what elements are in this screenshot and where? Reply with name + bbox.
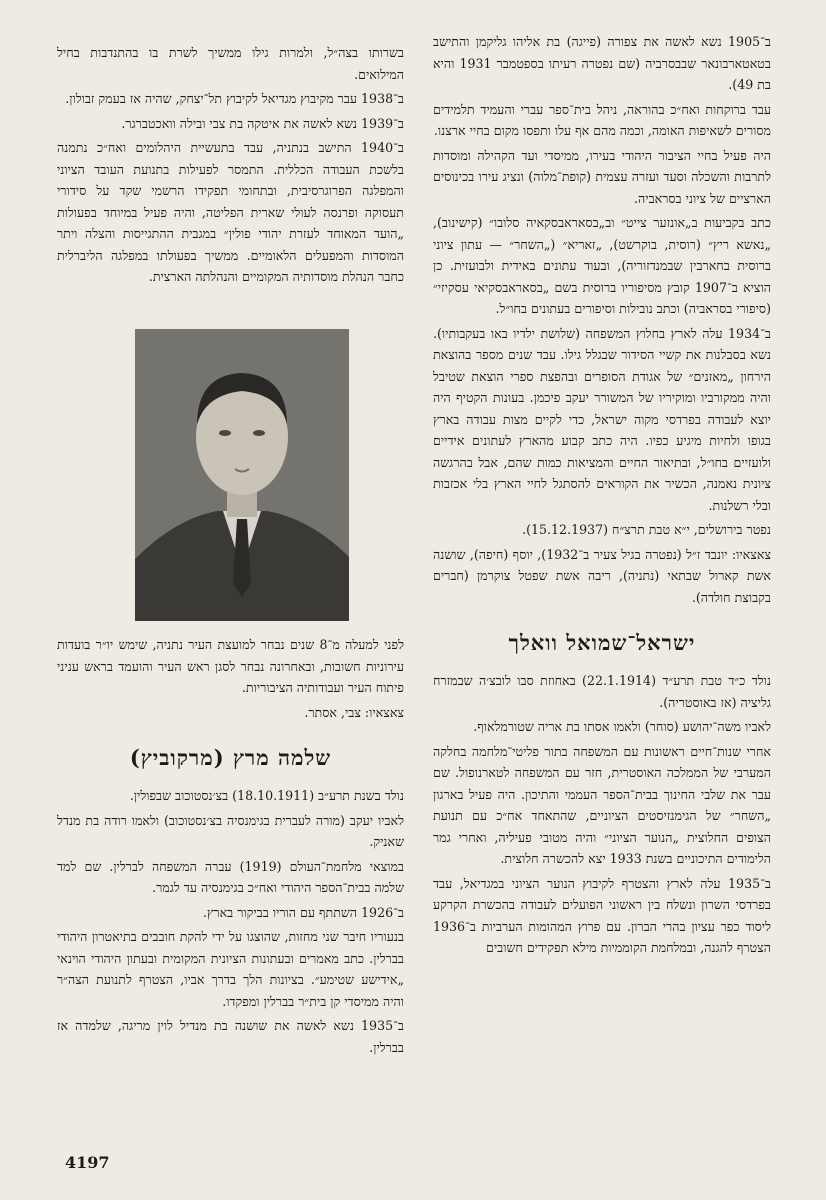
paragraph: במוצאי מלחמת־העולם (1919) עברה המשפחה לברלין. שם למד שלמה בבית־הספר היהודי ואח״כ בגימנסיה עד לגמר. bbox=[57, 858, 404, 895]
left-column-bottom bbox=[57, 634, 404, 1061]
paragraph: לאביו משה־יהושע (סוחר) ולאמו אסתו בת אריה שטורמלאוף. bbox=[473, 719, 771, 734]
paragraph: לפני למעלה מ־8 שנים נבחר למועצת העיר נתניה, שימש יו״ר בועדות עירוניות חשובות, ובאחרונה נבחר לסגן ראש העיר והועמד בראש עניני פיתוח העיר ועבודותיה הציבוריות. bbox=[57, 637, 404, 695]
paragraph: ב־1934 עלה לארץ בחלוץ המשפחה (שלושת ילדיו באו בעקבותיו). נשא בסבלנות את קשיי הסידור שבגלל גילו. עבד שנים מספר בהוצאת הירחון „מאזנים״ של אגודת הסופרים ובהפצת ספרי הוצאת שטיבל והיה ממקורביו ומוקיריו של המשורר יעקב פיכמן. בעונות הקטיף היה יוצא לעבודה בפרדסי מקוה ישראל, כדי לקיים מצות עבודה בארץ בגופו ולחיות מיגיע כפיו. היה כתב קבוע מהארץ לעתונים אידיים ולועזיים בחו״ל, ובתיאור החיים והמציאות כמות שהם, אבל בהרגשה ציונית נאמנה, הכשיר את הקוראים להסתגל לחיי הארץ בלי אכזבות ובלי רשלנות. bbox=[433, 325, 771, 513]
entry-heading: ישראל־שמואל וואלך bbox=[508, 630, 696, 655]
left-column-top bbox=[57, 42, 404, 291]
paragraph: בנעוריו חיבר שני מחזות, שהוצגו על ידי להקת חובבים בתיאטרון היהודי בברלין. כתב מאמרים ובעתונות הציונית המקומית ובעתון היהודי הוינאי „אידישע שטימע״. בציונות הלך בדרך אביו, הצטרף לתנועת הצה״ר והיה ממיסדי קן בית״ר בברלין ומפקדו. bbox=[57, 929, 404, 1009]
paragraph: ב־1926 השתתף עם הוריו בביקור בארץ. bbox=[202, 904, 404, 920]
paragraph: ב־1939 נשא לאשה את איטקה בת צבי ובילה וואכטברגר. bbox=[121, 115, 404, 131]
paragraph: ב־1935 עלה לארץ והצטרף לקיבוץ הנוער הציוני במגדיאל, עבד בפרדסי השרון ונשלח בין ראשוני הפועלים לעבודה בהכשרת הקרקע ליסוד כפר עציון בהרי הברון. עם פרוץ המהומות הערביות ב־1936 הצטרף להגנה, ובמלחמת הקוממיות מילא תפקידים חשובים bbox=[433, 875, 771, 955]
paragraph: נולד כ״ד טבת תרע״ד (22.1.1914) באחוזת סבו לובצ׳ה שבמזרח גליציה (אז באוסטריה). bbox=[433, 673, 771, 710]
paragraph: ב־1905 נשא לאשה את צפורה (פייגה) בת אליהו גליקמן והתישב בטאטארבונאר שבבסרביה (שם נפטרה רעיתו בספטמבר 1931 והיא בת 49). bbox=[433, 34, 771, 92]
right-column bbox=[433, 31, 771, 962]
paragraph: אחרי שנות־חיים ראשונות עם המשפחה בתור פליטי־מלחמה בחלקה המערבי של הממלכה האוסטרית, חזר עם המשפחה לטארנופול. שם עבר את שלבי החינוך בבית־הספר העממי והתיכון. היה פעיל בארגון „השחר״ של הגימנזיסטים הציוניים, שהתאחד אח״כ עם תנועת הצופים החלוצית „הנוער הציוני״ והיה מטובי פעיליה, ואחרי גמר הלימודים התיכוניים בשנת 1933 יצא להכשרה חלוצית. bbox=[433, 743, 771, 866]
paragraph: ב־1938 עבר מקיבוץ מגדיאל לקיבוץ תל־יצחק, שהיה אז בעמק זבולון. bbox=[65, 91, 404, 106]
left-eye bbox=[219, 430, 231, 436]
paragraph: צאצאיו: יונבד ז״ל (נפטרה בגיל צעיר ב־1932), יוסף (חיפה), שושנה אשת קארול שבתאי (נתניה), ריבה אשת שפטל צוקרמן (חברים בקבוצת חולדה). bbox=[433, 546, 771, 605]
paragraph: בשרותו בצה״ל, ולמרות גילו ממשיך לשרת בו בהתנדבות בחיל המילואים. bbox=[57, 45, 404, 82]
paragraph: עבד ברוקחות ואח״כ בהוראה, ניהל בית־ספר עברי והעמיד תלמידים מסורים לשאיפות האומה, וכמה מהם אף עלו ותפסו מקום בחיי ארצנו. bbox=[433, 101, 771, 138]
paragraph: ב־1940 התישב בנתניה, עבד בתעשיית היהלומים ואח״כ נתמנה בלשכת העבודה הכללית. התמסר לפעילות בתנועת העובד הציוני והמפלגה הפרוגרסיבית, ובתחומי תפקידו הרשמי שקד על סידורי תעסוקה ופרנסה לעולי שארית הפליטה, והיה פעיל במיוחד בפעולות „הועד המאוחד לעזרת יהודי פולין״ במגבית ההתגייסות והצלה ויתר המוסדות והמפעלים הלאומיים. ממשיך בפעולתו במפלגה הליברלית כחבר הנהלת מוסדותיה המקומיים והנהלתה הארצית. bbox=[57, 140, 404, 284]
paragraph: כתב בקביעות ב„אונזער צייט״ וב„בסאראבסקאיה סלובו״ (קישינוב), „נאשא ריץ״ (רוסית, בוקרשט), „זאריא״ („השחר״ — עתון ציוני ברוסית בחארבין שבמנדזוריה), ובעוד עתונים באידית ולבועזית. כן הוציא ב־1907 קובץ מסיפוריו ברוסית בשם „בסאראבסקיאי עסקיזי״ (סיפורי בסראביה) וכתב נובילות וסיפורים בעתונים בחו״ל. bbox=[433, 215, 771, 316]
entry-heading: שלמה מרץ (מרקוביץ) bbox=[129, 745, 332, 770]
paragraph: לאביו יעקב (מורה לעברית בגימנסיה בצ׳נסטוכוב) ולאמו רודה בת מנדל שאניק. bbox=[57, 812, 404, 849]
paragraph: נפטר בירושלים, י״א טבת תרצ״ח (15.12.1937). bbox=[522, 522, 771, 537]
page-number: 4197 bbox=[65, 1153, 110, 1172]
paragraph: צאצאיו: צבי, אסתר. bbox=[304, 704, 404, 720]
paragraph: היה פעיל בחיי הציבור היהודי בעירו, ממיסדי ועד הקהילה ומוסדות לתרבות והשכלה וסעד ועזרה עצמית (קופת־מלוה) ונציג עירו בכינוסים הארציים של ציוני בסראביה. bbox=[433, 147, 771, 206]
portrait-photo bbox=[135, 329, 349, 621]
portrait-illustration bbox=[135, 329, 349, 621]
paragraph: ב־1935 נשא לאשה את שושנה בת מנדיל לוין מריגה, שלמדה אז בברלין. bbox=[57, 1018, 404, 1055]
right-eye bbox=[253, 430, 265, 436]
paragraph: נולד בשנת תרע״ב (18.10.1911) בצ׳נסטוכוב שבפולין. bbox=[129, 788, 404, 803]
